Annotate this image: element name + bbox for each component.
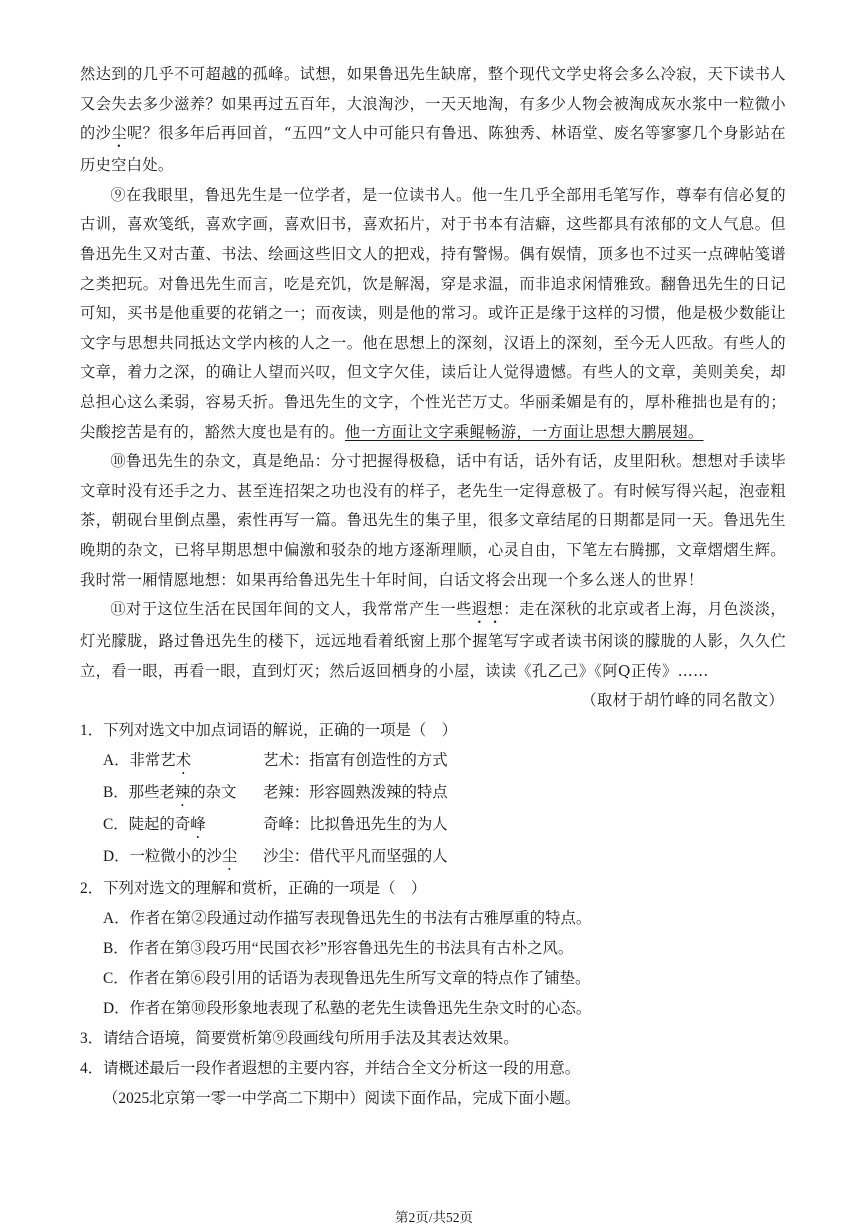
dotted-word: 峰	[190, 816, 206, 833]
dotted-word: 辣	[174, 784, 191, 801]
question-1-option-b: B．那些老辣的杂文 老辣：形容圆熟泼辣的特点	[103, 784, 448, 801]
dotted-word: 尘	[221, 848, 238, 865]
questions	[80, 716, 786, 1114]
question-1-stem: 1．下列对选文中加点词语的解说，正确的一项是（ ）	[80, 722, 458, 739]
question-2-option-b: B．作者在第③段巧用“民国衣衫”形容鲁迅先生的书法具有古朴之风。	[103, 940, 574, 957]
paragraph-10: ⑩鲁迅先生的杂文，真是绝品：分寸把握得极稳，话中有话，话外有话，皮里阳秋。想想对手读毕文章时没有还手之力、甚至连招架之功也没有的样子，老先生一定得意极了。有时候写得兴起，泡壶粗茶，朝砚台里倒点墨，索性再写一篇。鲁迅先生的集子里，很多文章结尾的日期都是同一天。鲁迅先生晚期的杂文，已将早期思想中偏激和驳杂的地方逐渐理顺，心灵自由，下笔左右腾挪，文章熠熠生辉。我时常一厢情愿地想：如果再给鲁迅先生十年时间，白话文将会出现一个多么迷人的世界！	[80, 452, 786, 589]
question-1-option-a: A．非常艺术 艺术：指富有创造性的方式	[103, 752, 448, 769]
dotted-word: 术	[175, 752, 192, 769]
question-3: 3．请结合语境，简要赏析第⑨段画线句所用手法及其表达效果。	[80, 1030, 519, 1047]
dotted-word: 尘	[111, 124, 128, 143]
question-2-stem: 2．下列对选文的理解和赏析，正确的一项是（ ）	[80, 880, 427, 897]
paragraph-continued: 然达到的几乎不可超越的孤峰。试想，如果鲁迅先生缺席，整个现代文学史将会多么冷寂，天下读书人又会失去多少滋养？如果再过五百年，大浪淘沙，一天天地淘，有多少人物会被淘成灰水浆中一粒微小的沙尘呢？很多年后再回首，“五四”文人中可能只有鲁迅、陈独秀、林语堂、废名等寥寥几个身影站在历史空白处。	[80, 65, 786, 175]
question-2-option-c: C．作者在第⑥段引用的话语为表现鲁迅先生所写文章的特点作了铺垫。	[103, 970, 591, 987]
paragraph-9: ⑨在我眼里，鲁迅先生是一位学者，是一位读书人。他一生几乎全部用毛笔写作，尊奉有信必复的古训，喜欢笺纸，喜欢字画，喜欢旧书，喜欢拓片，对于书本有洁癖，这些都具有浓郁的文人气息。但鲁迅先生又对古董、书法、绘画这些旧文人的把戏，持有警惕。偶有娱情，顶多也不过买一点碑帖笺谱之类把玩。对鲁迅先生而言，吃是充饥，饮是解渴，穿是求温，而非追求闲情雅致。翻鲁迅先生的日记可知，买书是他重要的花销之一；而夜读，则是他的常习。或许正是缘于这样的习惯，他是极少数能让文字与思想共同抵达文学内核的人之一。他在思想上的深刻，汉语上的深刻，至今无人匹敌。有些人的文章，着力之深，的确让人望而兴叹，但文字欠佳，读后让人觉得遗憾。有些人的文章，美则美矣，却总担心这么柔弱，容易夭折。鲁迅先生的文字，个性光芒万丈。华丽柔媚是有的，厚朴稚拙也是有的；尖酸挖苦是有的，豁然大度也是有的。他一方面让文字乘鲲畅游，一方面让思想大鹏展翅。	[80, 185, 786, 441]
page-number: 第2页/共52页	[394, 1210, 473, 1225]
question-2-option-a: A．作者在第②段通过动作描写表现鲁迅先生的书法有古雅厚重的特点。	[103, 910, 592, 927]
reading-passage	[80, 60, 786, 716]
question-2-option-d: D．作者在第⑩段形象地表现了私塾的老先生读鲁迅先生杂文时的心态。	[103, 1000, 592, 1017]
next-section-intro: （2025北京第一零一中学高二下期中）阅读下面作品，完成下面小题。	[103, 1090, 581, 1107]
dotted-word: 遐想	[471, 600, 504, 619]
question-1-option-d: D．一粒微小的沙尘 沙尘：借代平凡而坚强的人	[103, 848, 448, 865]
question-4: 4．请概述最后一段作者遐想的主要内容，并结合全文分析这一段的用意。	[80, 1060, 581, 1077]
underlined-sentence: 他一方面让文字乘鲲畅游，一方面让思想大鹏展翅。	[345, 422, 704, 441]
source-note: （取材于胡竹峰的同名散文）	[581, 691, 784, 710]
paragraph-11: ⑪对于这位生活在民国年间的文人，我常常产生一些遐想：走在深秋的北京或者上海，月色淡淡，灯光朦胧，路过鲁迅先生的楼下，远远地看着纸窗上那个握笔写字或者读书闲谈的朦胧的人影，久久伫立，看一眼，再看一眼，直到灯灭；然后返回栖身的小屋，读读《孔乙己》《阿Q正传》……	[80, 600, 786, 680]
question-1-option-c: C．陡起的奇峰 奇峰：比拟鲁迅先生的为人	[103, 816, 448, 833]
